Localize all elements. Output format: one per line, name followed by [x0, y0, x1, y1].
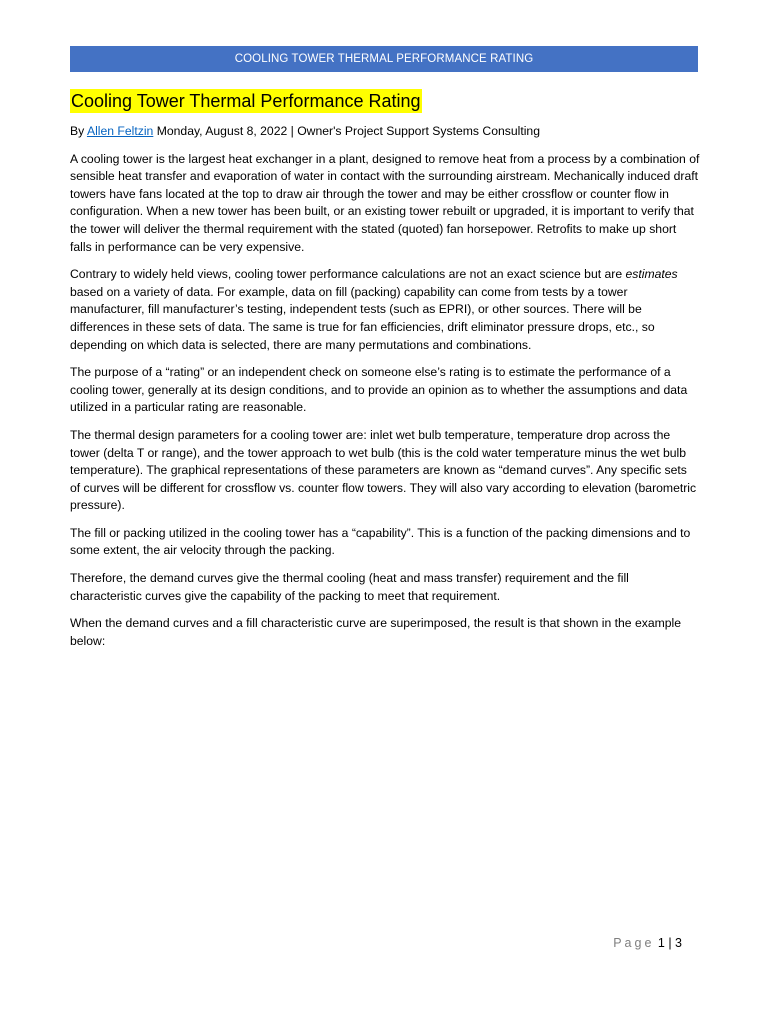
page-footer	[613, 934, 682, 952]
page-total: 3	[675, 936, 682, 950]
article-title: Cooling Tower Thermal Performance Rating	[71, 91, 421, 111]
page-separator: |	[664, 936, 676, 950]
article-body	[70, 123, 700, 660]
paragraph-fill-capability: The fill or packing utilized in the cooling tower has a “capability”. This is a function of the packing dimensions and to some extent, the air velocity through the packing.	[70, 525, 691, 558]
paragraph-demand-curves: Therefore, the demand curves give the thermal cooling (heat and mass transfer) requirement and the fill characteristic curves give the capability of the packing to meet that requirement.	[70, 571, 629, 603]
author-link[interactable]: Allen Feltzin	[86, 124, 154, 138]
header-banner: COOLING TOWER THERMAL PERFORMANCE RATING	[70, 46, 698, 72]
byline	[70, 123, 700, 141]
byline-details: Monday, August 8, 2022 | Owner's Project Support Systems Consulting	[153, 124, 540, 138]
contrary-emphasis: estimates	[625, 267, 678, 282]
paragraph-intro: A cooling tower is the largest heat exchanger in a plant, designed to remove heat from a process by a combination of sensible heat transfer and evaporation of water in contact with the surrounding airstream. Mechanically induced draft towers have fans located at the top to draw air through the tower and may be either crossflow or counter flow in configuration. When a new tower has been built, or an existing tower rebuilt or upgraded, it is important to verify that the tower will deliver the thermal requirement with the stated (quoted) fan horsepower. Retrofits to make up short falls in performance can be very expensive.	[70, 151, 700, 254]
page-number: 1	[657, 936, 665, 950]
paragraph-design-parameters: The thermal design parameters for a cooling tower are: inlet wet bulb temperature, temperature drop across the tower (delta T or range), and the tower approach to wet bulb (this is the cold water temperature minus the wet bulb temperature). The graphical representations of these parameters are known as “demand curves”. Any specific sets of curves will be different for crossflow vs. counter flow towers. They will also vary according to elevation (barometric pressure).	[70, 427, 697, 513]
paragraph-superimposed: When the demand curves and a fill characteristic curve are superimposed, the result is that shown in the example below:	[70, 616, 682, 648]
paragraph-contrary	[70, 266, 700, 354]
page-label: Page	[613, 936, 655, 950]
byline-prefix: By	[70, 124, 87, 138]
contrary-text-before: Contrary to widely held views, cooling tower performance calculations are not an exact science but are	[70, 267, 626, 282]
paragraph-purpose: The purpose of a “rating” or an independent check on someone else’s rating is to estimate the performance of a cooling tower, generally at its design conditions, and to provide an opinion as to whether the assumptions and data utilized in a particular rating are reasonable.	[70, 365, 688, 415]
contrary-text-after: based on a variety of data. For example, data on fill (packing) capability can come from tests by a tower manufacturer, fill manufacturer’s testing, independent tests (such as EPRI), or other sources. There will be differences in these sets of data. The same is true for fan efficiencies, drift eliminator pressure drops, etc., so depending on which data is selected, there are many permutations and combinations.	[70, 284, 655, 352]
